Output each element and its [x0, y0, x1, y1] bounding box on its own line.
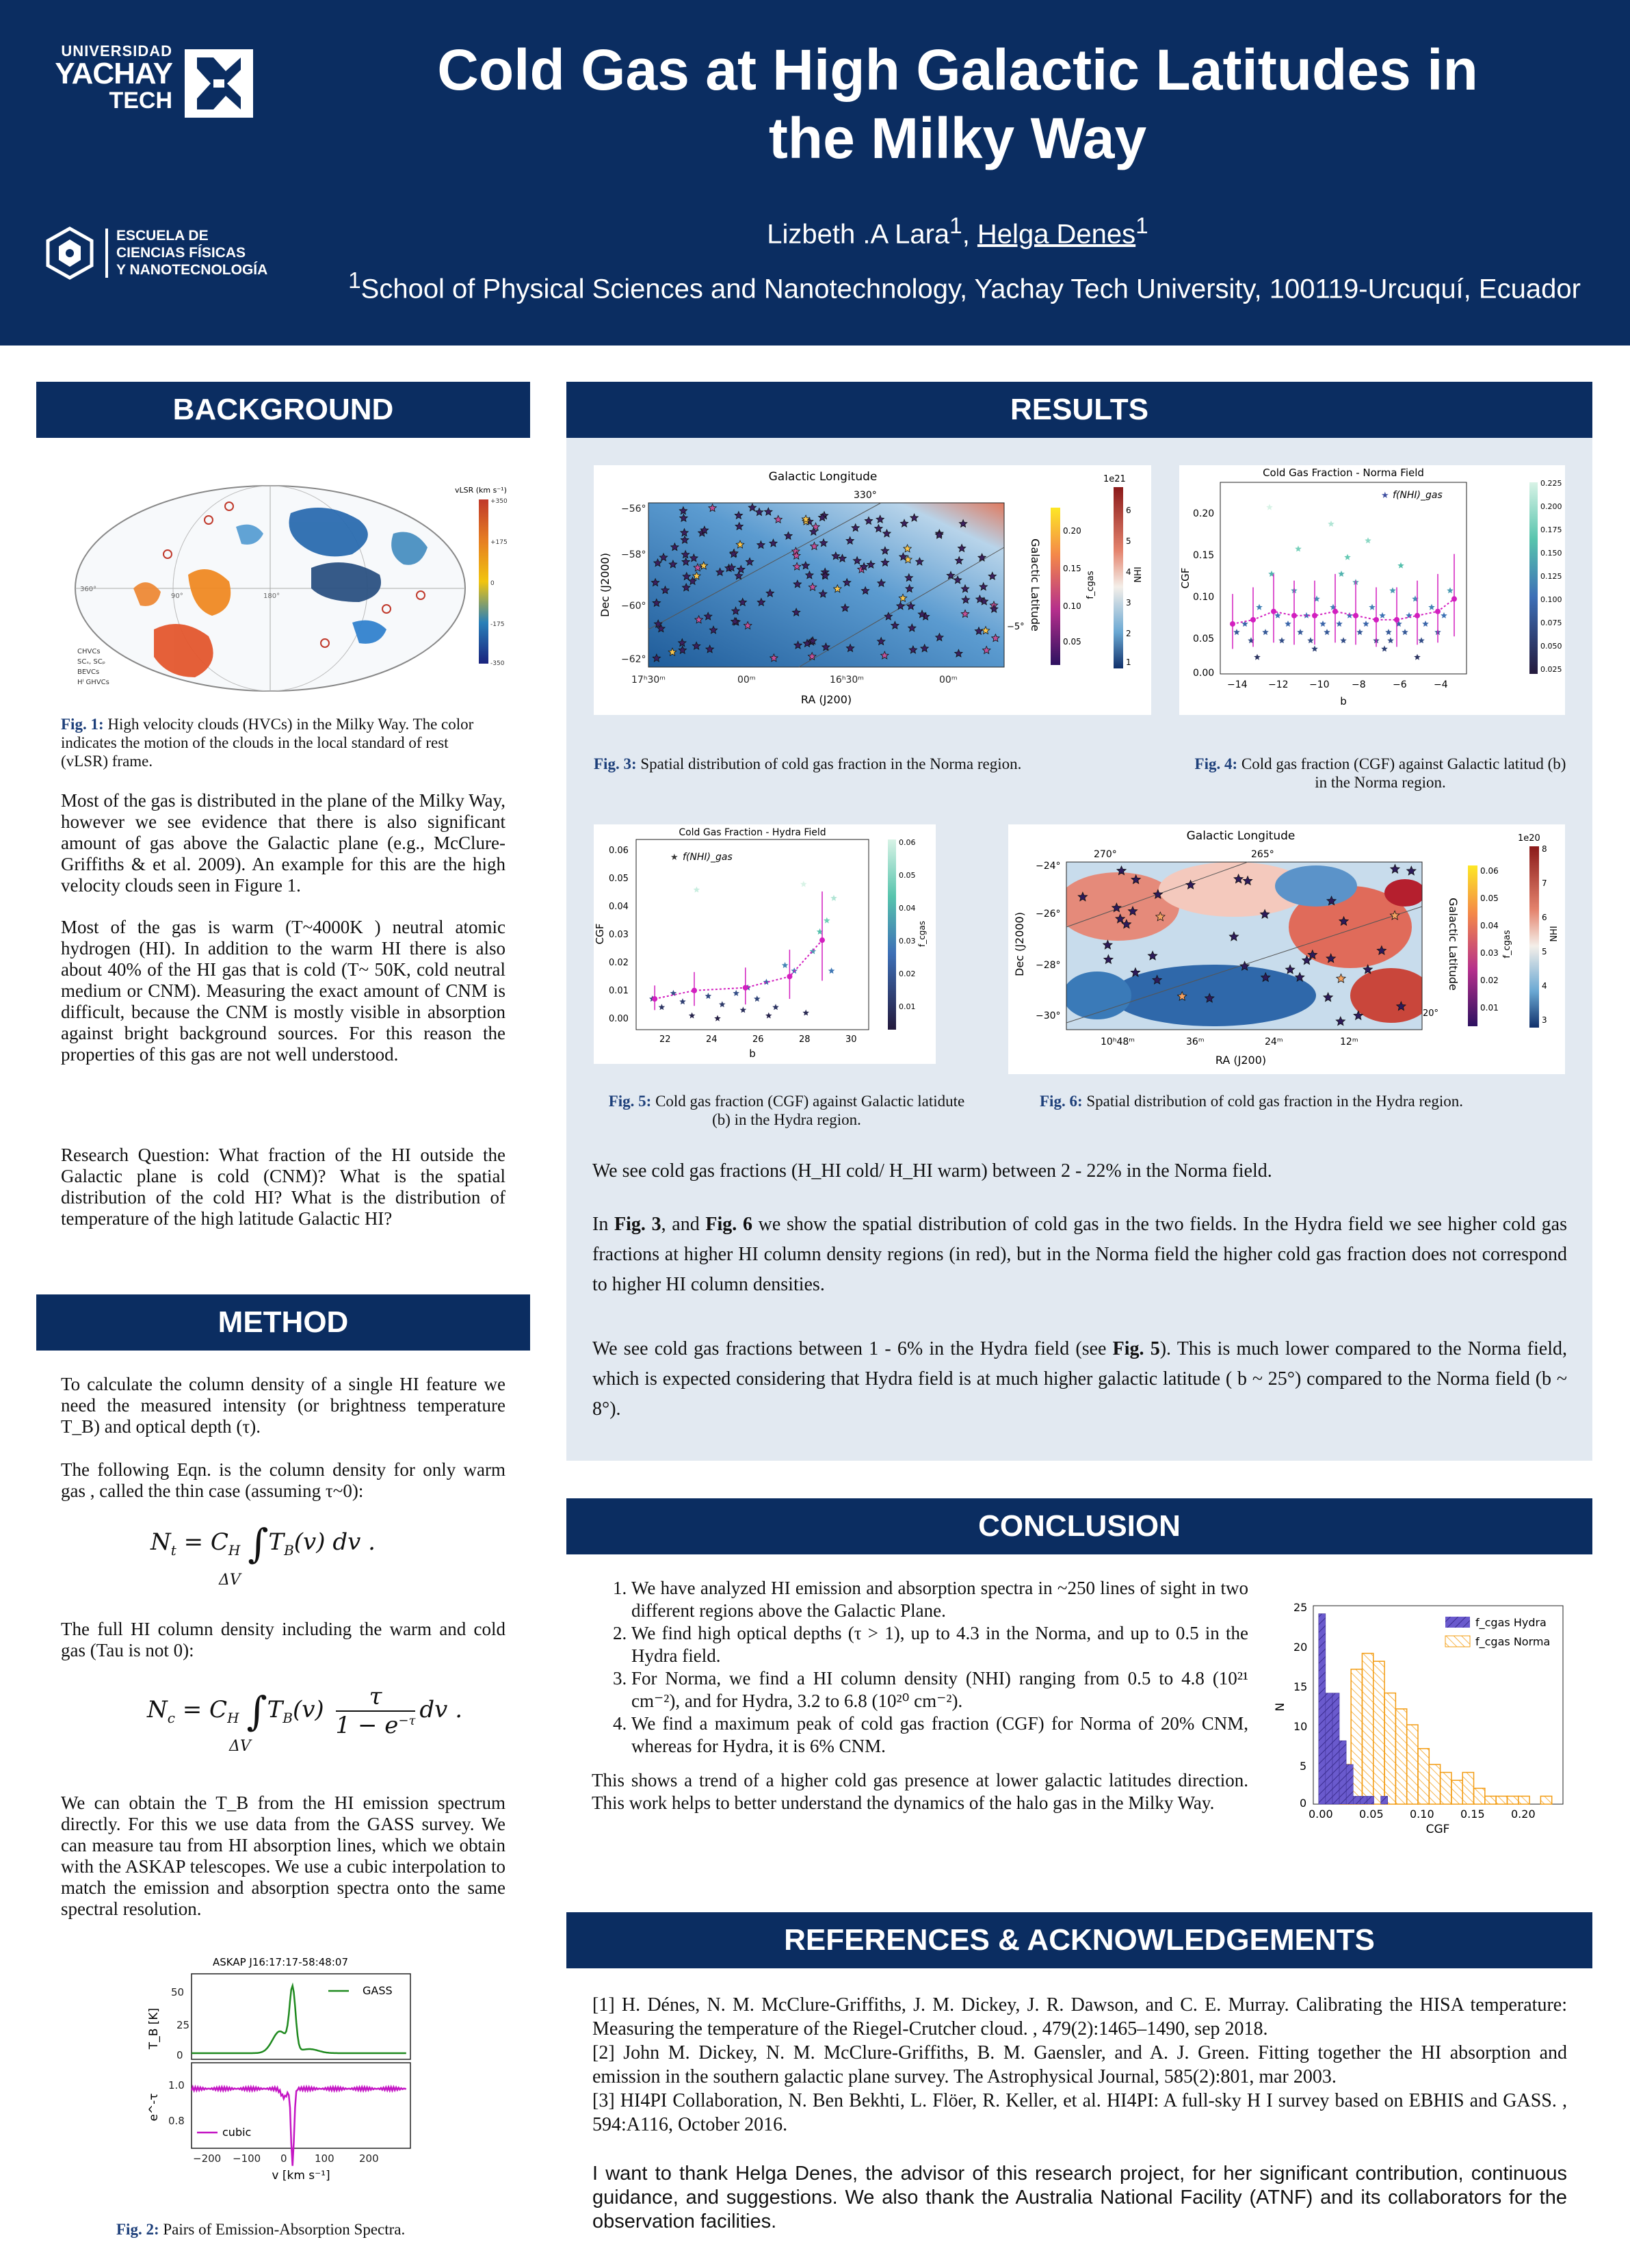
conclusion-summary: This shows a trend of a higher cold gas presence at lower galactic latitudes direction. This work helps to better understand the dynamics of the halo gas in the Milky Way. — [592, 1770, 1248, 1813]
fig6-ytick-2: −26° — [1036, 909, 1061, 920]
eq2-rhs-sub: H — [227, 1709, 239, 1726]
hist-bar-norma — [1519, 1796, 1529, 1804]
fig5-xlabel: b — [749, 1047, 756, 1060]
conclusion-item: 3. For Norma, we find a HI column density (NHI) ranging from 0.5 to 4.8 (10²¹ cm⁻²), and for Hydra, 3.2 to 6.8 (10²⁰ cm⁻²). — [631, 1667, 1248, 1712]
eq1-lhs-sub: t — [170, 1541, 176, 1559]
fig6-xtick-3: 24ᵐ — [1265, 1037, 1283, 1047]
fig6-cb1-tick-1: 0.06 — [1480, 866, 1499, 876]
fig6-cb2-tick-2: 7 — [1542, 878, 1547, 888]
fig6-top-tick-2: 265° — [1251, 849, 1274, 860]
hist-bar-norma — [1429, 1764, 1440, 1804]
hist-ytick-5: 5 — [1300, 1760, 1307, 1773]
equation-full-case: $N_c = C_H$ $\int T_B(v)$ $\frac{\tau}{1 - e^{-\tau}}$ dv . — [147, 1683, 463, 1739]
eq1-limit: ΔV — [219, 1572, 241, 1589]
results-para-3-fig5: Fig. 5 — [1112, 1338, 1160, 1359]
logo-divider — [105, 229, 108, 278]
fig4-caption — [1189, 755, 1572, 792]
svg-text:★: ★ — [670, 852, 679, 863]
fig5-hydra-cgf — [594, 824, 936, 1064]
svg-text:1.0: 1.0 — [168, 2079, 185, 2091]
fig2-caption-text: Pairs of Emission-Absorption Spectra. — [159, 2221, 406, 2238]
hist-bar-norma — [1462, 1773, 1473, 1804]
hist-bar-norma — [1384, 1693, 1395, 1804]
results-para-3-a: We see cold gas fractions between 1 - 6% in the Hydra field (see — [592, 1338, 1113, 1359]
fig5-cb-label: f_cgas — [917, 920, 927, 948]
school-logo — [42, 226, 275, 281]
svg-text:50: 50 — [171, 1986, 185, 1998]
hist-bar-hydra — [1381, 1796, 1388, 1804]
fig4-ytick-2: 0.15 — [1193, 550, 1215, 561]
fig6-ytick-4: −30° — [1036, 1011, 1061, 1021]
eq2-lhs-sub: c — [167, 1709, 175, 1726]
method-header: METHOD — [36, 1294, 530, 1351]
binned-mean — [1394, 617, 1399, 623]
fig3-cb2-tick-2: 5 — [1126, 536, 1131, 546]
binned-mean — [1230, 621, 1235, 627]
hist-ytick-1: 25 — [1293, 1601, 1308, 1614]
results-para-2 — [592, 1210, 1567, 1300]
fig3-caption — [594, 755, 1141, 773]
school-line-1: ESCUELA DE — [116, 228, 209, 244]
fig3-ytick-1: −56° — [621, 504, 646, 514]
fig5-ytick-3: 0.04 — [609, 902, 629, 912]
results-para-2-fig6: Fig. 6 — [705, 1214, 752, 1235]
fig4-cb-tick-1: 0.225 — [1540, 479, 1562, 488]
fig1-hvc-map — [65, 472, 510, 705]
fig5-xtick-3: 26 — [752, 1034, 764, 1045]
fig3-right-tick: −5° — [1007, 622, 1025, 632]
fig5-cb-tick-5: 0.02 — [899, 969, 916, 978]
binned-mean — [819, 937, 825, 943]
fig4-xtick-2: −12 — [1268, 679, 1289, 690]
eq1-rhs: = C — [183, 1528, 228, 1556]
fig3-cb2-tick-1: 6 — [1126, 506, 1131, 515]
hist-bar-norma — [1395, 1709, 1406, 1804]
hist-ytick-6: 0 — [1300, 1797, 1307, 1810]
fig3-cb2-tick-6: 1 — [1126, 657, 1131, 667]
fig3-xtick-3: 16ʰ30ᵐ — [830, 675, 865, 686]
background-para-2: Most of the gas is warm (T~4000K ) neutral atomic hydrogen (HI). In addition to the warm HI there is also about 40% of the HI gas that is cold (T~ 50K, cold neutral medium or CNM). Measuring the exact amount of CNM is difficult, because the CNM is mostly visible in absorption against bright background sources. For this reason the properties of this gas are not well understood. — [61, 917, 505, 1065]
eq1-lhs: N — [150, 1528, 171, 1556]
title-line-2: the Milky Way — [768, 106, 1147, 170]
fig6-xlabel: RA (J200) — [1215, 1054, 1267, 1067]
fig3-cb2-tick-5: 2 — [1126, 629, 1131, 638]
binned-mean — [787, 974, 792, 979]
fig6-xtick-4: 12ᵐ — [1340, 1037, 1358, 1047]
fig4-xtick-6: −4 — [1434, 679, 1448, 690]
fig3-ytick-2: −58° — [621, 549, 646, 560]
svg-text:−200: −200 — [193, 2152, 222, 2165]
hist-bar-norma — [1407, 1725, 1418, 1804]
hist-ytick-3: 15 — [1293, 1680, 1308, 1693]
fig2-spectra — [137, 1953, 424, 2200]
fig5-ytick-7: 0.00 — [609, 1014, 629, 1024]
fig1-colorbar — [479, 499, 488, 664]
acknowledgement: I want to thank Helga Denes, the advisor of this research project, for her significant contribution, continuous guidance, and suggestions. We also thank the Australia National Facility (ATNF) and its collaborators for the observation facilities. — [592, 2163, 1567, 2232]
fig1-lon-tick-1: 360° — [80, 586, 97, 593]
fig6-ytick-1: −24° — [1036, 861, 1061, 872]
results-header: RESULTS — [566, 382, 1592, 438]
hist-bar-norma — [1373, 1661, 1384, 1804]
hist-bar-norma — [1485, 1796, 1496, 1804]
fig2-xlabel: v [km s⁻¹] — [272, 2169, 330, 2182]
results-para-2-b: , and — [661, 1214, 706, 1235]
eq2-tail: dv . — [419, 1696, 463, 1723]
fig4-ytick-4: 0.05 — [1193, 634, 1215, 644]
fig3-xlabel: RA (J200) — [800, 693, 852, 706]
affiliation-text: School of Physical Sciences and Nanotechnology, Yachay Tech University, 100119-Urcuquí, Ecuador — [360, 274, 1581, 304]
results-para-2-a: In — [592, 1214, 615, 1235]
fig4-xtick-3: −10 — [1309, 679, 1330, 690]
fig6-caption-text: Spatial distribution of cold gas fraction in the Hydra region. — [1082, 1093, 1463, 1110]
fig5-ytick-2: 0.05 — [609, 874, 629, 884]
results-para-3-b: ). This is much lower compared to the Norma field, which is expected considering that Hydra field is at much higher galactic latitude ( b ~ 25°) compared to the Norma field (b ~ 8°). — [592, 1338, 1567, 1420]
hist-ytick-4: 10 — [1293, 1720, 1308, 1733]
hist-bar-hydra — [1346, 1764, 1353, 1804]
svg-text:0.8: 0.8 — [168, 2115, 185, 2127]
binned-mean — [1332, 609, 1338, 614]
hist-bar-hydra — [1367, 1796, 1373, 1804]
eq2-denominator: 1 − e — [335, 1712, 399, 1739]
eq1-tail: (v) dv . — [293, 1528, 376, 1556]
eq1-body: T — [268, 1528, 285, 1556]
fig6-cb2-label: NHI — [1549, 926, 1560, 942]
fig5-ytick-5: 0.02 — [609, 958, 629, 968]
fig1-cb-tick-5: -350 — [490, 660, 505, 667]
method-para-2: The following Eqn. is the column density for only warm gas , called the thin case (assuming τ~0): — [61, 1459, 505, 1501]
fig3-caption-label: Fig. 3: — [594, 755, 637, 772]
fig4-ylabel: CGF — [1179, 567, 1192, 589]
fig2-title: ASKAP J16:17:17-58:48:07 — [212, 1956, 349, 1968]
hist-bar-hydra — [1353, 1796, 1360, 1804]
fig4-ytick-1: 0.20 — [1193, 508, 1215, 519]
logo-line-2: YACHAY — [55, 57, 172, 90]
fig1-legend-4: Hᴵ GHVCs — [77, 679, 109, 686]
hist-legend-hydra: f_cgas Hydra — [1475, 1616, 1547, 1629]
fig6-cb1-label: f_cgas — [1502, 930, 1512, 959]
fig4-xlabel: b — [1340, 695, 1347, 707]
author-2-sup: 1 — [1135, 213, 1148, 239]
eq1-body-sub: B — [284, 1541, 294, 1559]
fig6-cb2-tick-1: 8 — [1542, 844, 1547, 854]
hist-xtick-5: 0.20 — [1511, 1808, 1536, 1821]
eq2-body-sub: B — [282, 1709, 293, 1726]
svg-text:200: 200 — [359, 2152, 379, 2165]
fig3-cb1-tick-2: 0.15 — [1063, 564, 1081, 573]
fig6-xtick-1: 10ʰ48ᵐ — [1101, 1037, 1135, 1047]
fig3-ytick-4: −62° — [621, 654, 646, 665]
yachay-tech-logo — [42, 44, 254, 122]
binned-mean — [1271, 609, 1276, 614]
results-para-2-fig3: Fig. 3 — [614, 1214, 661, 1235]
fig3-xtick-4: 00ᵐ — [939, 675, 958, 686]
fig1-caption — [61, 715, 499, 770]
author-list — [287, 213, 1628, 250]
reference-2: [2] John M. Dickey, N. M. McClure-Griffiths, B. M. Gaensler, and A. J. Green. Fitting together the HI absorption and emission in the southern galactic plane survey. The Astrophysical Journal, 585(2):801, mar 2003. — [592, 2042, 1567, 2087]
fig4-xtick-5: −6 — [1393, 679, 1407, 690]
fig2-ylabel-top: T_B [K] — [147, 2007, 161, 2050]
fig1-colorbar-title: vLSR (km s⁻¹) — [455, 486, 507, 495]
logo-line-3: TECH — [109, 88, 172, 114]
fig5-cb-tick-6: 0.01 — [899, 1002, 916, 1011]
fig4-cb-tick-7: 0.075 — [1540, 618, 1562, 627]
svg-text:25: 25 — [176, 2019, 190, 2031]
binned-mean — [1312, 613, 1317, 618]
conclusion-item: 2. We find high optical depths (τ > 1), up to 4.3 in the Norma, and up to 0.5 in the Hydra field. — [631, 1622, 1248, 1667]
svg-text:100: 100 — [315, 2152, 334, 2165]
school-line-3: Y NANOTECNOLOGÍA — [116, 262, 268, 278]
school-line-2: CIENCIAS FÍSICAS — [116, 245, 246, 261]
fig6-hydra-map — [1008, 824, 1565, 1074]
fig5-cb-tick-2: 0.05 — [899, 871, 916, 880]
hist-bar-norma — [1441, 1773, 1451, 1804]
background-header: BACKGROUND — [36, 382, 530, 438]
conclusion-item: 1. We have analyzed HI emission and absorption spectra in ~250 lines of sight in two different regions above the Galactic Plane. — [631, 1577, 1248, 1622]
fig4-ytick-3: 0.10 — [1193, 592, 1215, 603]
background-para-1: Most of the gas is distributed in the plane of the Milky Way, however we see evidence that there is also significant amount of gas above the Galactic plane (e.g., McClure-Griffiths & et al. 2009). An example for this are the high velocity clouds seen in Figure 1. — [61, 790, 505, 896]
svg-text:0: 0 — [176, 2049, 183, 2061]
fig5-xtick-4: 28 — [799, 1034, 811, 1045]
fig3-cb2-tick-3: 4 — [1126, 567, 1131, 577]
fig6-cb2-tick-6: 3 — [1542, 1015, 1547, 1025]
fig1-legend-2: SCₛ, SCₚ — [77, 658, 106, 666]
fig1-lon-tick-3: 90° — [171, 592, 183, 600]
fig3-ylabel: Dec (J2000) — [599, 553, 612, 617]
fig5-ylabel: CGF — [594, 923, 606, 945]
logo-line-1: UNIVERSIDAD — [61, 42, 172, 60]
fig6-right-tick: 20° — [1423, 1008, 1439, 1019]
eq1-rhs-sub: H — [228, 1541, 241, 1559]
fig3-cb1-tick-1: 0.20 — [1063, 526, 1081, 536]
fig4-cb-tick-4: 0.150 — [1540, 549, 1562, 558]
eq2-rhs: = C — [182, 1696, 228, 1723]
reference-3: [3] HI4PI Collaboration, N. Ben Bekhti, L. Flöer, R. Keller, et al. HI4PI: A full-sky H I survey based on EBHIS and GASS. , 594:A116, October 2016. — [592, 2090, 1567, 2135]
fig5-ytick-4: 0.03 — [609, 930, 629, 940]
fig6-cb1-tick-5: 0.02 — [1480, 976, 1499, 985]
fig2-legend-gass: GASS — [363, 1984, 393, 1997]
hist-ylabel: N — [1274, 1702, 1287, 1712]
yachay-mark-icon — [185, 49, 253, 118]
fig4-cb-tick-6: 0.100 — [1540, 595, 1562, 604]
fig6-cb1-tick-4: 0.03 — [1480, 948, 1499, 958]
fig4-xtick-1: −14 — [1227, 679, 1248, 690]
fig2-ylabel-bottom: e^-τ — [147, 2093, 161, 2122]
author-separator: , — [962, 219, 977, 250]
author-2-link[interactable]: Helga Denes — [977, 219, 1136, 250]
fig5-caption — [602, 1092, 971, 1129]
fig5-cb-tick-3: 0.04 — [899, 904, 916, 913]
fig4-cb-tick-3: 0.175 — [1540, 525, 1562, 534]
fig3-cb1-tick-3: 0.10 — [1063, 601, 1081, 611]
binned-mean — [743, 985, 748, 991]
fig2-caption-label: Fig. 2: — [116, 2221, 159, 2238]
fig1-cb-tick-4: -175 — [490, 621, 505, 628]
fig1-cb-tick-3: 0 — [490, 580, 495, 587]
svg-text:0: 0 — [280, 2152, 287, 2165]
fig3-side-label: Galactic Latitude — [1029, 538, 1042, 631]
conclusion-list — [592, 1577, 1248, 1758]
binned-mean — [1435, 609, 1441, 614]
conclusion-histogram — [1276, 1598, 1577, 1844]
fig1-caption-text: High velocity clouds (HVCs) in the Milky Way. The color indicates the motion of the clouds in the local standard of rest (vLSR) frame. — [61, 716, 474, 770]
fig4-norma-cgf — [1179, 465, 1565, 715]
fig5-xtick-5: 30 — [845, 1034, 857, 1045]
fig4-caption-text: Cold gas fraction (CGF) against Galactic latitud (b) in the Norma region. — [1237, 755, 1566, 791]
school-hexagon-icon — [42, 226, 97, 281]
fig5-legend: f(NHI)_gas — [683, 852, 733, 863]
fig5-ytick-1: 0.06 — [609, 846, 629, 856]
binned-mean — [1291, 613, 1297, 618]
hist-bar-norma — [1496, 1796, 1507, 1804]
fig4-legend: f(NHI)_gas — [1393, 490, 1443, 501]
fig4-caption-label: Fig. 4: — [1194, 755, 1238, 772]
eq2-body: T — [267, 1696, 283, 1723]
fig1-legend-1: CHVCs — [77, 648, 101, 655]
hist-xtick-3: 0.10 — [1410, 1808, 1434, 1821]
fig2-caption — [116, 2220, 472, 2239]
eq2-denominator-sup: −τ — [398, 1713, 416, 1728]
binned-mean — [652, 996, 657, 1002]
fig3-cb2-label: NHI — [1133, 566, 1144, 583]
fig5-cb-tick-1: 0.06 — [899, 838, 916, 847]
fig6-cb2-tick-3: 6 — [1542, 913, 1547, 922]
hist-bar-hydra — [1319, 1614, 1326, 1804]
hist-bar-norma — [1418, 1749, 1429, 1804]
svg-text:★: ★ — [1381, 491, 1389, 501]
binned-mean — [1250, 617, 1256, 623]
fig6-cb2-tick-4: 5 — [1542, 947, 1547, 956]
method-para-1: To calculate the column density of a single HI feature we need the measured intensity (or brightness temperature T_B) and optical depth (τ). — [61, 1374, 505, 1437]
hist-xtick-2: 0.05 — [1359, 1808, 1384, 1821]
fig6-cb2-tick-5: 4 — [1542, 981, 1547, 991]
fig5-caption-text: Cold gas fraction (CGF) against Galactic latidute (b) in the Hydra region. — [651, 1093, 965, 1128]
fig6-cb1-tick-6: 0.01 — [1480, 1003, 1499, 1013]
fig6-caption-label: Fig. 6: — [1040, 1093, 1083, 1110]
results-para-2-c: we show the spatial distribution of cold gas in the two fields. In the Hydra field we see higher cold gas fractions at higher HI column density regions (in red), but in the Norma field the higher cold gas fraction does not correspond to higher HI column densities. — [592, 1214, 1567, 1295]
fig4-cb-tick-9: 0.025 — [1540, 665, 1562, 674]
eq2-numerator: τ — [336, 1683, 416, 1712]
method-para-3: The full HI column density including the warm and cold gas (Tau is not 0): — [61, 1619, 505, 1660]
hist-bar-norma — [1540, 1796, 1551, 1804]
hist-bar-norma — [1451, 1780, 1462, 1804]
fig5-xtick-2: 24 — [706, 1034, 718, 1045]
hist-bar-hydra — [1326, 1693, 1332, 1804]
fig2-legend-cubic: cubic — [222, 2126, 252, 2139]
fig1-legend-3: BEVCs — [77, 668, 100, 676]
fig6-top-tick-1: 270° — [1094, 849, 1117, 860]
fig6-ytick-3: −28° — [1036, 960, 1061, 971]
affiliation — [301, 268, 1628, 304]
hist-bar-hydra — [1332, 1693, 1339, 1804]
equation-thin-case: $N_t = C_H$ $\int T_B(v)$ dv . — [150, 1520, 376, 1567]
results-para-3 — [592, 1334, 1567, 1424]
fig1-lon-tick-2: 180° — [263, 592, 280, 600]
fig3-norma-map — [594, 465, 1151, 715]
binned-mean — [1415, 613, 1420, 618]
hist-bar-norma — [1507, 1796, 1518, 1804]
fig5-title: Cold Gas Fraction - Hydra Field — [679, 827, 826, 838]
fig1-caption-label: Fig. 1: — [61, 716, 104, 733]
author-1-sup: 1 — [949, 213, 962, 239]
svg-text:−100: −100 — [233, 2152, 261, 2165]
conclusion-header: CONCLUSION — [566, 1498, 1592, 1554]
binned-mean — [692, 988, 697, 993]
author-1: Lizbeth .A Lara — [767, 219, 950, 250]
fig6-cb1-tick-3: 0.04 — [1480, 921, 1499, 930]
fig5-cb-tick-4: 0.03 — [899, 937, 916, 946]
title-line-1: Cold Gas at High Galactic Latitudes in — [437, 38, 1478, 102]
eq2-mid: (v) — [292, 1696, 324, 1723]
affiliation-sup: 1 — [348, 268, 361, 294]
hist-xlabel: CGF — [1425, 1823, 1450, 1836]
fig3-cb1-label: f_cgas — [1086, 571, 1096, 599]
fig3-cb1-tick-4: 0.05 — [1063, 637, 1081, 647]
binned-mean — [1451, 596, 1457, 601]
fig3-xtick-1: 17ʰ30ᵐ — [631, 675, 666, 686]
fig4-cb-tick-8: 0.050 — [1540, 642, 1562, 651]
fig5-ytick-6: 0.01 — [609, 986, 629, 996]
method-para-4: We can obtain the T_B from the HI emission spectrum directly. For this we use data from the GASS survey. We can measure tau from HI absorption lines, which we obtain with the ASKAP telescopes. We use a cubic interpolation to match the emission and absorption spectra onto the same spectral resolution. — [61, 1793, 505, 1919]
conclusion-item: 4. We find a maximum peak of cold gas fraction (CGF) for Norma of 20% CNM, whereas for Hydra, it is 6% CNM. — [631, 1712, 1248, 1758]
fig6-cb1-tick-2: 0.05 — [1480, 894, 1499, 903]
fig4-title: Cold Gas Fraction - Norma Field — [1263, 467, 1424, 479]
results-para-1: We see cold gas fractions (H_HI cold/ H_HI warm) between 2 - 22% in the Norma field. — [592, 1160, 1272, 1182]
hist-bar-hydra — [1339, 1741, 1346, 1804]
fig3-cb2-scale: 1e21 — [1103, 474, 1126, 484]
hist-legend-norma: f_cgas Norma — [1475, 1635, 1551, 1648]
fig6-cb2-scale: 1e20 — [1518, 833, 1540, 844]
fig4-ytick-5: 0.00 — [1193, 668, 1215, 679]
poster-title — [287, 36, 1628, 172]
hist-bar-hydra — [1360, 1796, 1367, 1804]
eq2-lhs: N — [147, 1696, 168, 1723]
fig4-cb-tick-5: 0.125 — [1540, 572, 1562, 581]
binned-mean — [1353, 613, 1358, 618]
fig4-cb-tick-2: 0.200 — [1540, 502, 1562, 511]
fig3-top-tick: 330° — [854, 490, 877, 501]
fig1-cb-tick-1: +350 — [490, 498, 508, 505]
poster-header — [0, 0, 1630, 346]
fig5-caption-label: Fig. 5: — [608, 1093, 652, 1110]
fig6-ylabel: Dec (J2000) — [1013, 912, 1026, 976]
fig4-xtick-4: −8 — [1352, 679, 1366, 690]
hist-ytick-2: 20 — [1293, 1641, 1308, 1654]
fig6-title: Galactic Longitude — [1186, 829, 1296, 843]
background-research-question: Research Question: What fraction of the HI outside the Galactic plane is cold (CNM)? What is the spatial distribution of the cold HI? What is the distribution of temperature of the high latitude Galactic HI? — [61, 1145, 505, 1229]
hist-bar-norma — [1362, 1654, 1373, 1804]
fig6-caption — [1040, 1092, 1560, 1110]
hist-bar-norma — [1474, 1788, 1485, 1804]
references-header: REFERENCES & ACKNOWLEDGEMENTS — [566, 1912, 1592, 1968]
hist-xtick-4: 0.15 — [1460, 1808, 1485, 1821]
fig3-xtick-2: 00ᵐ — [737, 675, 756, 686]
fig3-caption-text: Spatial distribution of cold gas fraction in the Norma region. — [636, 755, 1022, 772]
reference-1: [1] H. Dénes, N. M. McClure-Griffiths, J. M. Dickey, J. R. Dawson, and C. E. Murray. Calibrating the HISA temperature: Measuring the temperature of the Riegel-Crutcher cloud. , 479(2):1465–1490, sep 2018. — [592, 1994, 1567, 2039]
fig1-cb-tick-2: +175 — [490, 539, 508, 546]
fig3-ytick-3: −60° — [621, 601, 646, 612]
binned-mean — [1373, 617, 1379, 623]
fig6-side-label: Galactic Latitude — [1447, 898, 1460, 991]
fig3-title: Galactic Longitude — [768, 470, 878, 484]
fig3-cb2-tick-4: 3 — [1126, 598, 1131, 608]
eq2-limit: ΔV — [229, 1738, 251, 1755]
fig6-xtick-2: 36ᵐ — [1186, 1037, 1205, 1047]
fig5-xtick-1: 22 — [659, 1034, 671, 1045]
hist-xtick-1: 0.00 — [1309, 1808, 1333, 1821]
